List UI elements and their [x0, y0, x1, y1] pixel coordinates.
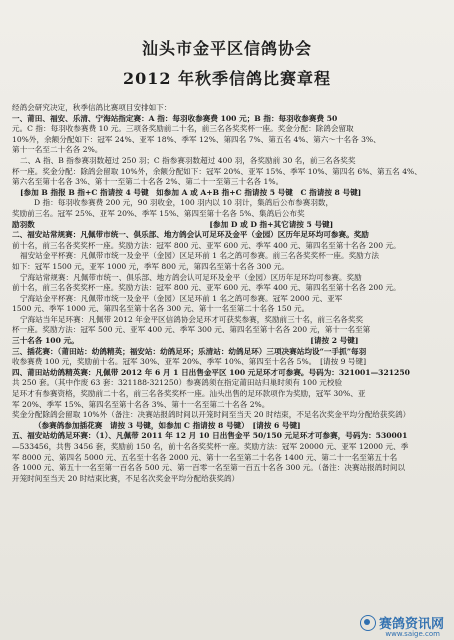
- document-body: [12, 103, 444, 484]
- section-2-line: 前十名，前三名各奖奖杯一座。奖励方法：冠军 800 元、亚军 600 元、季军 400 元、第四名至第十名各 200 元。: [12, 283, 401, 293]
- watermark-url: www.saige.com: [385, 630, 440, 638]
- section-5-line: —533456，共售 3456 套，奖励前 150 名，前十名各奖奖杯一座。奖励方法：冠军 20000 元、亚军 12000 元、季: [12, 442, 409, 451]
- section-2-line: 宁海站常规赛：凡佩带市统一、俱乐部、地方鸽会认可足环及金平（金园）区历年足环均可参赛。奖励: [20, 272, 362, 282]
- section-3-line: 收参赛费 100 元，奖励前十名。冠军 30%、亚军 20%、季军 10%、第四至十名各 5%。 [请按 9 号键]: [12, 357, 367, 367]
- section-1-line: 第十一名至二十名各 2%。: [12, 145, 103, 155]
- section-1b-line: 杯一座。奖金分配：除鸽会留取 10%外，余额分配如下：冠军 20%、亚军 15%、季军 10%、第四名 6%、第五名 4%、: [12, 166, 422, 176]
- section-3-line: 三、插花赛：（莆田站：幼鸽精英；福安站：幼鸽足环；乐清站：幼鸽足环）三项决赛站均设“一手抓”每羽: [12, 346, 367, 356]
- pigeon-logo-icon: [360, 615, 376, 631]
- section-2-line: 1500 元、季军 1000 元、第四名至第十名各 300 元、第十一名至第二十名各 150 元。: [12, 304, 310, 314]
- key-instruction: 励羽数 [参加 D 或 D 指+其它请按 5 号键]: [12, 219, 334, 229]
- watermark-text: 赛鸽资讯网: [378, 617, 444, 632]
- section-4-line: 足环才有参赛资格，奖励前二十名，前三名各奖奖杯一座。汕头出售的足环款项作为奖励，冠军 30%、亚: [12, 389, 366, 399]
- section-1-line: 元。C 指：每羽收参赛费 10 元。三项各奖励前二十名，前三名各奖奖杯一座。奖金分配：除鸽会留取: [12, 124, 354, 134]
- key-instruction: （参赛鸽参加插花赛 请按 3 号键，如参加 C 指请按 8 号键） [请按 6 号键]: [34, 420, 301, 430]
- section-2-line: 杯一座。奖励方法：冠军 500 元、亚军 400 元、季军 300 元、第四名至第十名各 200 元，第十一名至第: [12, 325, 371, 335]
- section-2-line: 二、福安站常规赛：凡佩带市统一、俱乐部、地方鸽会认可足环及金平（金园）区历年足环均可参赛。奖励: [12, 230, 369, 240]
- section-1b-line: 二、A 指、B 指参赛羽数超过 250 羽；C 指参赛羽数超过 400 羽，各奖励前 30 名，前三名各奖奖: [20, 155, 356, 165]
- section-2-line: 福安站金平杯赛：凡佩带市统一及金平（金园）区足环前 1 名之鸽可参赛。前三名各奖奖杯一座。奖励方法: [20, 251, 379, 261]
- document-title: 汕头市金平区信鸽协会: [141, 39, 312, 58]
- section-4-line: 军 20%、季军 15%、第四名至第十名各 3%、第十一名至第二十名各 2%。: [12, 399, 270, 409]
- d-bet-line: 奖励前三名。冠军 25%、亚军 20%、季军 15%、第四至第十名各 5%、集鸽后公布奖: [12, 208, 305, 218]
- section-1b-line: 第六名至第十名各 3%、第十一至第二十名各 2%、第二十一至第三十名各 1%。: [12, 177, 284, 187]
- section-4-line: 共 250 套。（其中作废 63 套：321188-321250）参赛鸽须在指定莆田站归巢时须有 100 元校验: [12, 378, 343, 388]
- section-5-line: 开笼时间至当天 20 时结束比赛，不足名次奖金平均分配给获奖鸽）: [12, 473, 240, 483]
- key-instruction: [参加 B 指报 B 指+C 指请按 4 号键 如参加 A 或 A+B 指+C 指请按 5 号键 C 指请按 8 号键]: [20, 187, 362, 197]
- section-1-line: 一、莆田、福安、乐清、宁海站指定赛：A 指：每羽收参赛费 100 元；B 指：每羽收参赛费 50: [12, 113, 338, 123]
- section-4-line: 奖金分配除鸽会留取 10%外（备注：决赛站报鸽时间以开笼时间至当天 20 时结束，不足名次奖金平均分配给获奖鸽）: [12, 410, 411, 420]
- section-2-line: 宁海站当年足环赛：凡佩带 2012 年金平区信鸽协会足环才可获奖参赛，奖励前三十名，前三名各奖奖: [20, 314, 364, 324]
- section-2-line: 前十名，前三名各奖奖杯一座。奖励方法：冠军 800 元、亚军 600 元、季军 400 元、第四名至第十名各 200 元。: [12, 240, 401, 250]
- section-5-line: 五、福安站幼鸽足环赛：（1）、凡佩带 2011 年 12 月 10 日出售金平 50/150 元足环才可参赛，号码为：530001: [12, 431, 408, 441]
- section-2-line: 宁海站金平杯赛：凡佩带市统一及金平（金园）区足环前 1 名之鸽可参赛。冠军 2000 元、亚军: [20, 293, 343, 303]
- d-bet-line: D 指：每羽收参赛费 200 元，90 羽收金，100 羽内以 10 羽计，集鸽后公布参赛羽数，: [34, 198, 334, 208]
- intro-line: 经鸽会研究决定，秋季信鸽比赛项目安排如下：: [12, 103, 172, 112]
- section-4-line: 四、莆田站幼鸽精英赛：凡佩带 2012 年 6 月 1 日出售金平区 100 元足环才可参赛。号码为：321001—321250: [12, 367, 410, 377]
- key-instruction: 三十名各 100 元。 [请按 2 号键]: [12, 336, 359, 346]
- section-5-line: 军 8000 元、第四名 5000 元、五名至十名各 2000 元、第十一名至第二十名各 1400 元、第二十一名至第五十名: [12, 452, 398, 462]
- document-subtitle: 2012 年秋季信鸽比赛章程: [122, 69, 332, 88]
- section-5-line: 各 1000 元、第五十一名至第一百名各 500 元、第一百零一名至第一百五十名各 300 元。（备注：决赛站报鸽时间以: [12, 463, 406, 473]
- section-1-line: 10%外，余额分配如下：冠军 24%、亚军 18%、季军 12%、第四名 7%、第五名 4%、第六～十名各 3%、: [12, 134, 381, 144]
- section-2-line: 如下：冠军 1500 元，亚军 1000 元，季军 800 元，第四名至第十名各 300 元。: [12, 261, 289, 271]
